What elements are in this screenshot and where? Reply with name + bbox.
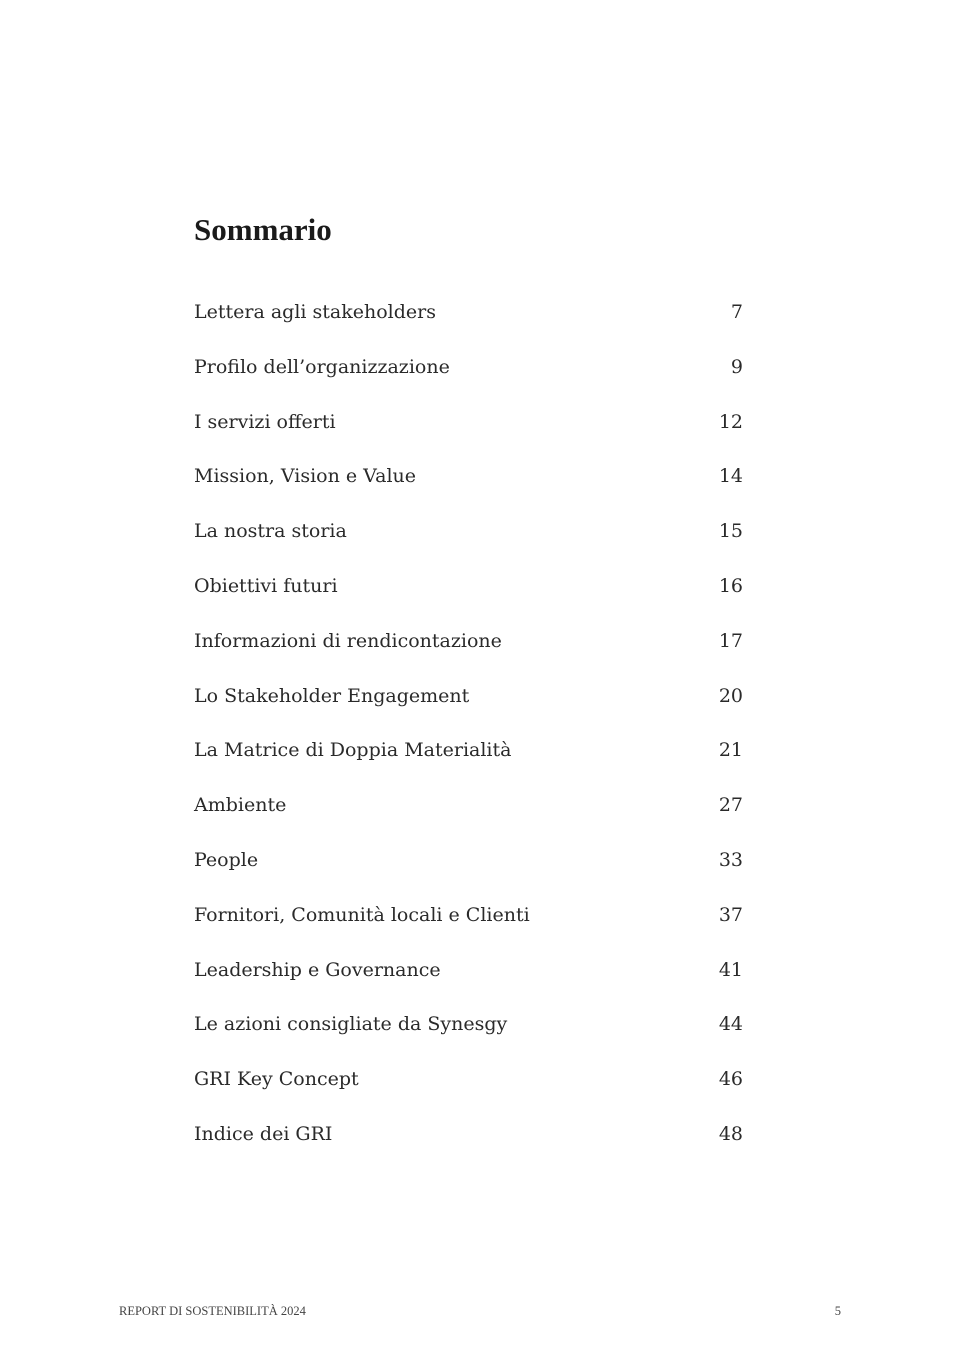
toc-item-page: 21 xyxy=(718,739,743,762)
toc-item[interactable] xyxy=(194,514,743,569)
toc-item-label: Ambiente xyxy=(194,794,287,817)
toc-item[interactable] xyxy=(194,843,743,898)
toc-item-label: La nostra storia xyxy=(194,520,347,543)
footer-report-title: REPORT DI SOSTENIBILITÀ 2024 xyxy=(119,1304,306,1318)
toc-item-page: 33 xyxy=(718,848,743,871)
toc-item-page: 12 xyxy=(718,410,743,433)
toc-item-page: 14 xyxy=(718,465,743,488)
toc-item-page: 17 xyxy=(718,629,743,652)
toc-item-label: Fornitori, Comunità locali e Clienti xyxy=(194,903,530,926)
toc-item-page: 16 xyxy=(718,574,743,597)
toc-item[interactable] xyxy=(194,733,743,788)
toc-item[interactable] xyxy=(194,1007,743,1062)
toc-item[interactable] xyxy=(194,459,743,514)
toc-item-page: 44 xyxy=(718,1013,743,1036)
footer-page-number: 5 xyxy=(834,1304,841,1318)
toc-item-label: GRI Key Concept xyxy=(194,1068,359,1091)
toc-item-page: 46 xyxy=(718,1068,743,1091)
toc-item-page: 15 xyxy=(718,520,743,543)
toc-item-label: I servizi offerti xyxy=(194,410,336,433)
table-of-contents xyxy=(194,295,743,1172)
toc-item-page: 41 xyxy=(718,958,743,981)
toc-item-label: Mission, Vision e Value xyxy=(194,465,417,488)
toc-item[interactable] xyxy=(194,788,743,843)
toc-item-page: 7 xyxy=(730,301,743,323)
toc-item[interactable] xyxy=(194,569,743,624)
toc-item-label: Profilo dell’organizzazione xyxy=(194,355,450,378)
toc-item[interactable] xyxy=(194,898,743,953)
toc-item-label: Obiettivi futuri xyxy=(194,574,338,597)
toc-item-label: People xyxy=(194,848,259,871)
toc-item[interactable] xyxy=(194,350,743,405)
page-title: Sommario xyxy=(194,212,332,247)
toc-item[interactable] xyxy=(194,295,743,350)
toc-item-label: Le azioni consigliate da Synesgy xyxy=(194,1013,508,1036)
toc-item[interactable] xyxy=(194,1117,743,1172)
toc-item[interactable] xyxy=(194,405,743,460)
toc-item[interactable] xyxy=(194,624,743,679)
toc-item[interactable] xyxy=(194,679,743,734)
toc-item-page: 20 xyxy=(718,684,743,707)
toc-item-label: Leadership e Governance xyxy=(194,958,441,981)
toc-item-label: Lo Stakeholder Engagement xyxy=(194,684,470,707)
toc-item[interactable] xyxy=(194,1062,743,1117)
toc-item-page: 9 xyxy=(730,355,743,378)
toc-item-page: 48 xyxy=(718,1122,743,1145)
toc-item-page: 37 xyxy=(718,903,743,926)
toc-item-label: La Matrice di Doppia Materialità xyxy=(194,739,512,762)
toc-item[interactable] xyxy=(194,953,743,1008)
toc-item-label: Lettera agli stakeholders xyxy=(194,301,436,323)
toc-item-label: Informazioni di rendicontazione xyxy=(194,629,502,652)
page-footer xyxy=(119,1302,841,1320)
toc-item-label: Indice dei GRI xyxy=(194,1122,333,1145)
toc-item-page: 27 xyxy=(718,794,743,817)
